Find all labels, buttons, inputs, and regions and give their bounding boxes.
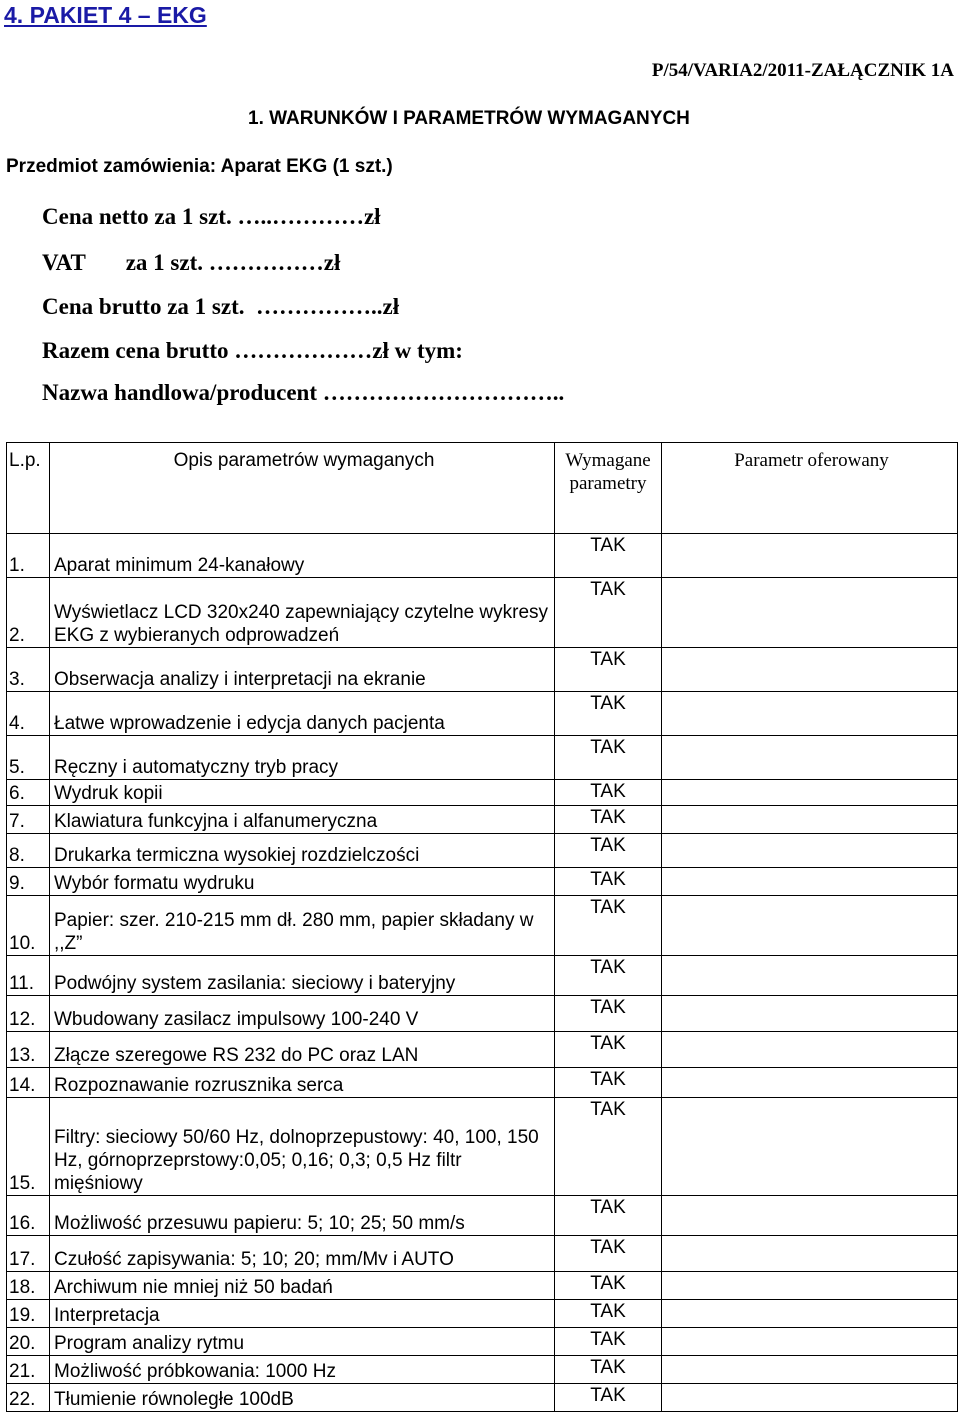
row-required-value: TAK (555, 1300, 662, 1328)
table-row (7, 1032, 958, 1068)
row-number: 13. (7, 1032, 50, 1068)
row-offered-value[interactable] (662, 834, 958, 868)
header-required: Wymagane parametry (555, 443, 662, 534)
row-number: 7. (7, 806, 50, 834)
row-offered-value[interactable] (662, 996, 958, 1032)
table-row (7, 780, 958, 806)
row-offered-value[interactable] (662, 578, 958, 648)
row-description: Program analizy rytmu (50, 1328, 555, 1356)
row-required-value: TAK (555, 1032, 662, 1068)
row-description: Rozpoznawanie rozrusznika serca (50, 1068, 555, 1098)
row-description: Papier: szer. 210-215 mm dł. 280 mm, papier składany w ,,Z” (50, 896, 555, 956)
parameters-table (6, 442, 958, 1412)
row-required-value: TAK (555, 806, 662, 834)
row-number: 22. (7, 1384, 50, 1412)
row-offered-value[interactable] (662, 1098, 958, 1196)
row-required-value: TAK (555, 1272, 662, 1300)
row-number: 19. (7, 1300, 50, 1328)
price-vat-line: VAT za 1 szt. ……………zł (42, 250, 341, 275)
table-row (7, 956, 958, 996)
row-offered-value[interactable] (662, 692, 958, 736)
row-required-value: TAK (555, 1356, 662, 1384)
row-description: Archiwum nie mniej niż 50 badań (50, 1272, 555, 1300)
table-row (7, 896, 958, 956)
row-offered-value[interactable] (662, 868, 958, 896)
row-number: 17. (7, 1236, 50, 1272)
row-description: Łatwe wprowadzenie i edycja danych pacjenta (50, 692, 555, 736)
table-row (7, 1356, 958, 1384)
row-number: 2. (7, 578, 50, 648)
row-offered-value[interactable] (662, 1300, 958, 1328)
row-required-value: TAK (555, 648, 662, 692)
table-row (7, 534, 958, 578)
row-description: Ręczny i automatyczny tryb pracy (50, 736, 555, 780)
row-number: 5. (7, 736, 50, 780)
row-number: 21. (7, 1356, 50, 1384)
row-description: Złącze szeregowe RS 232 do PC oraz LAN (50, 1032, 555, 1068)
row-offered-value[interactable] (662, 806, 958, 834)
table-row (7, 1300, 958, 1328)
page-title: 4. PAKIET 4 – EKG (4, 2, 207, 28)
row-number: 20. (7, 1328, 50, 1356)
row-number: 15. (7, 1098, 50, 1196)
section-heading: 1. WARUNKÓW I PARAMETRÓW WYMAGANYCH (248, 108, 690, 129)
trade-name-line: Nazwa handlowa/producent ………………………….. (42, 380, 565, 405)
row-offered-value[interactable] (662, 1196, 958, 1236)
row-offered-value[interactable] (662, 736, 958, 780)
header-description: Opis parametrów wymaganych (50, 443, 555, 534)
row-offered-value[interactable] (662, 1384, 958, 1412)
header-lp: L.p. (7, 443, 50, 534)
row-number: 14. (7, 1068, 50, 1098)
row-offered-value[interactable] (662, 648, 958, 692)
order-subject: Przedmiot zamówienia: Aparat EKG (1 szt.) (6, 156, 393, 177)
row-required-value: TAK (555, 868, 662, 896)
row-number: 3. (7, 648, 50, 692)
document-reference: P/54/VARIA2/2011-ZAŁĄCZNIK 1A (651, 60, 954, 81)
table-row (7, 1068, 958, 1098)
total-gross-line: Razem cena brutto ………………zł w tym: (42, 338, 463, 363)
table-row (7, 1328, 958, 1356)
table-row (7, 868, 958, 896)
row-required-value: TAK (555, 1068, 662, 1098)
row-required-value: TAK (555, 1196, 662, 1236)
row-offered-value[interactable] (662, 896, 958, 956)
row-description: Wyświetlacz LCD 320x240 zapewniający czytelne wykresy EKG z wybieranych odprowadzeń (50, 578, 555, 648)
row-number: 4. (7, 692, 50, 736)
row-offered-value[interactable] (662, 1356, 958, 1384)
table-row (7, 648, 958, 692)
row-required-value: TAK (555, 1384, 662, 1412)
row-offered-value[interactable] (662, 1236, 958, 1272)
row-offered-value[interactable] (662, 1068, 958, 1098)
table-row (7, 1384, 958, 1412)
price-gross-line: Cena brutto za 1 szt. ……………..zł (42, 294, 400, 319)
row-offered-value[interactable] (662, 534, 958, 578)
row-number: 12. (7, 996, 50, 1032)
row-required-value: TAK (555, 578, 662, 648)
row-description: Aparat minimum 24-kanałowy (50, 534, 555, 578)
row-required-value: TAK (555, 956, 662, 996)
table-row (7, 1098, 958, 1196)
table-row (7, 578, 958, 648)
row-description: Czułość zapisywania: 5; 10; 20; mm/Mv i AUTO (50, 1236, 555, 1272)
header-offered: Parametr oferowany (662, 443, 958, 534)
row-description: Interpretacja (50, 1300, 555, 1328)
table-row (7, 1272, 958, 1300)
row-required-value: TAK (555, 780, 662, 806)
row-number: 6. (7, 780, 50, 806)
table-row (7, 996, 958, 1032)
table-row (7, 1236, 958, 1272)
row-number: 8. (7, 834, 50, 868)
row-number: 9. (7, 868, 50, 896)
row-required-value: TAK (555, 736, 662, 780)
row-required-value: TAK (555, 1098, 662, 1196)
row-description: Wybór formatu wydruku (50, 868, 555, 896)
row-number: 16. (7, 1196, 50, 1236)
row-description: Wbudowany zasilacz impulsowy 100-240 V (50, 996, 555, 1032)
row-offered-value[interactable] (662, 956, 958, 996)
row-description: Filtry: sieciowy 50/60 Hz, dolnoprzepustowy: 40, 100, 150 Hz, górnoprzeprstowy:0,05; 0,16; 0,3; 0,5 Hz filtr mięśniowy (50, 1098, 555, 1196)
row-required-value: TAK (555, 692, 662, 736)
row-required-value: TAK (555, 996, 662, 1032)
row-required-value: TAK (555, 896, 662, 956)
row-required-value: TAK (555, 834, 662, 868)
row-required-value: TAK (555, 534, 662, 578)
table-row (7, 1196, 958, 1236)
row-description: Klawiatura funkcyjna i alfanumeryczna (50, 806, 555, 834)
row-description: Możliwość próbkowania: 1000 Hz (50, 1356, 555, 1384)
table-header-row (7, 443, 958, 534)
row-number: 10. (7, 896, 50, 956)
row-number: 18. (7, 1272, 50, 1300)
row-required-value: TAK (555, 1236, 662, 1272)
row-description: Obserwacja analizy i interpretacji na ekranie (50, 648, 555, 692)
table-row (7, 736, 958, 780)
row-number: 11. (7, 956, 50, 996)
row-description: Wydruk kopii (50, 780, 555, 806)
table-row (7, 806, 958, 834)
table-row (7, 834, 958, 868)
row-offered-value[interactable] (662, 1032, 958, 1068)
row-description: Podwójny system zasilania: sieciowy i bateryjny (50, 956, 555, 996)
row-offered-value[interactable] (662, 780, 958, 806)
table-row (7, 692, 958, 736)
row-number: 1. (7, 534, 50, 578)
price-net-line: Cena netto za 1 szt. …..…………zł (42, 204, 381, 229)
row-offered-value[interactable] (662, 1272, 958, 1300)
row-description: Tłumienie równoległe 100dB (50, 1384, 555, 1412)
row-offered-value[interactable] (662, 1328, 958, 1356)
row-required-value: TAK (555, 1328, 662, 1356)
row-description: Drukarka termiczna wysokiej rozdzielczości (50, 834, 555, 868)
row-description: Możliwość przesuwu papieru: 5; 10; 25; 50 mm/s (50, 1196, 555, 1236)
